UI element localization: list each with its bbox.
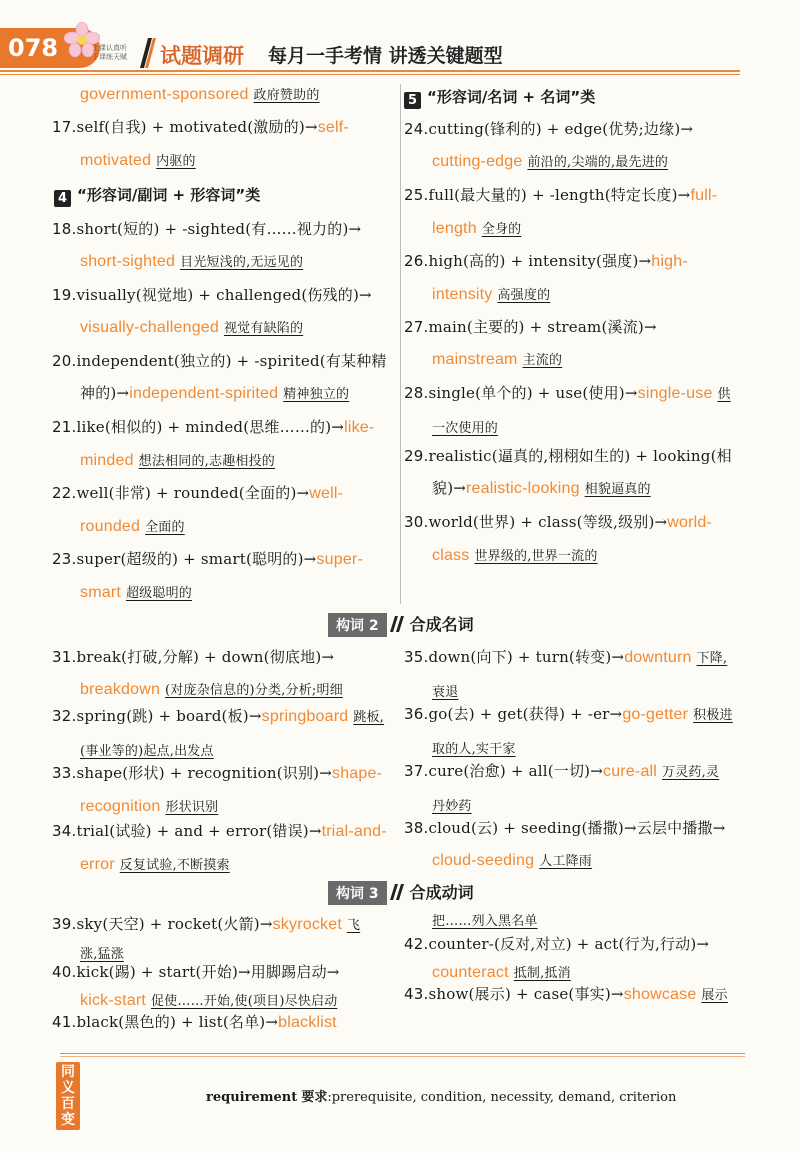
entry-34: 34.trial(试验) + and + error(错误)→trial-and- error 反复试验,不断摸索 [52, 822, 387, 873]
slash-decoration-icon [138, 38, 156, 68]
entry-31: 31.break(打破,分解) + down(彻底地)→ breakdown (对庞杂信息的)分类,分析;明细 [52, 648, 343, 698]
entry-39: 39.sky(天空) + rocket(火箭)→skyrocket 飞 涨,猛涨 [52, 915, 361, 962]
entry-29: 29.realistic(逼真的,栩栩如生的) + looking(相 貌)→realistic-looking 相貌逼真的 [404, 447, 732, 497]
column-divider [400, 84, 401, 604]
entry-35: 35.down(向下) + turn(转变)→downturn 下降, 衰退 [404, 648, 728, 700]
entry-25: 25.full(最大量的) + -length(特定长度)→full- length 全身的 [404, 186, 718, 237]
entry-18: 18.short(短的) + -sighted(有……视力的)→ short-sighted 目光短浅的,无远见的 [52, 220, 362, 270]
entry-40: 40.kick(踢) + start(开始)→用脚踢启动→ kick-start 促使……开始,使(项目)尽快启动 [52, 963, 340, 1009]
slogan: 上课认真听 下课练天赋 [92, 44, 127, 61]
entry-27: 27.main(主要的) + stream(溪流)→ mainstream 主流的 [404, 318, 657, 368]
synonym-line: requirement 要求:prerequisite, condition, necessity, demand, criterion [206, 1090, 677, 1105]
entry-22: 22.well(非常) + rounded(全面的)→well- rounded 全面的 [52, 484, 344, 535]
entry-33: 33.shape(形状) + recognition(识别)→shape- recognition 形状识别 [52, 764, 383, 815]
footer-rule [60, 1053, 745, 1054]
entry-42: 42.counter-(反对,对立) + act(行为,行动)→ counteract 抵制,抵消 [404, 935, 710, 981]
entry-37: 37.cure(治愈) + all(一切)→cure-all 万灵药,灵 丹妙药 [404, 762, 720, 814]
footer-rule-thin [60, 1056, 745, 1057]
entry-23: 23.super(超级的) + smart(聪明的)→super- smart 超级聪明的 [52, 550, 363, 601]
slash-bars-icon [390, 884, 404, 900]
entry-41: 41.black(黑色的) + list(名单)→blacklist [52, 1013, 337, 1031]
entry-41-continued: 把……列入黑名单 [432, 914, 538, 929]
entry-36: 36.go(去) + get(获得) + -er→go-getter 积极进 取的人,实干家 [404, 705, 733, 757]
header-rule [0, 70, 740, 72]
entry-30: 30.world(世界) + class(等级,级别)→world- class 世界级的,世界一流的 [404, 513, 713, 564]
entry-43: 43.show(展示) + case(事实)→showcase 展示 [404, 985, 728, 1003]
page-number: 078 [8, 34, 59, 62]
entry-38: 38.cloud(云) + seeding(播撒)→云层中播撒→ cloud-seeding 人工降雨 [404, 819, 726, 869]
entry-20: 20.independent(独立的) + -spirited(有某种精 神的)→independent-spirited 精神独立的 [52, 352, 387, 402]
entry-19: 19.visually(视觉地) + challenged(伤残的)→ visually-challenged 视觉有缺陷的 [52, 286, 372, 336]
page-header [0, 0, 800, 82]
slash-bars-icon [390, 616, 404, 632]
category-5-title: 5 “形容词/名词 + 名词”类 [404, 86, 595, 109]
entry-24: 24.cutting(锋利的) + edge(优势;边缘)→ cutting-edge 前沿的,尖端的,最先进的 [404, 120, 694, 170]
entry-21: 21.like(相似的) + minded(思维……的)→like- minded 想法相同的,志趣相投的 [52, 418, 375, 469]
header-subtitle: 每月一手考情 讲透关键题型 [268, 45, 503, 67]
continued-entry: government-sponsored 政府赞助的 [80, 86, 320, 103]
header-title: 试题调研 [160, 44, 244, 68]
entry-17: 17.self(自我) + motivated(激励的)→self- motivated 内驱的 [52, 118, 349, 169]
section-3-heading: 构词 3 合成动词 [328, 880, 474, 908]
section-2-heading: 构词 2 合成名词 [328, 612, 474, 640]
entry-26: 26.high(高的) + intensity(强度)→high- intensity 高强度的 [404, 252, 688, 303]
entry-32: 32.spring(跳) + board(板)→springboard 跳板, (事业等的)起点,出发点 [52, 707, 385, 759]
entry-28: 28.single(单个的) + use(使用)→single-use 供 一次使用的 [404, 384, 731, 436]
header-rule-thin [0, 74, 740, 75]
synonym-side-tab: 同义百变 [56, 1062, 80, 1130]
category-4-title: 4 “形容词/副词 + 形容词”类 [54, 184, 260, 207]
